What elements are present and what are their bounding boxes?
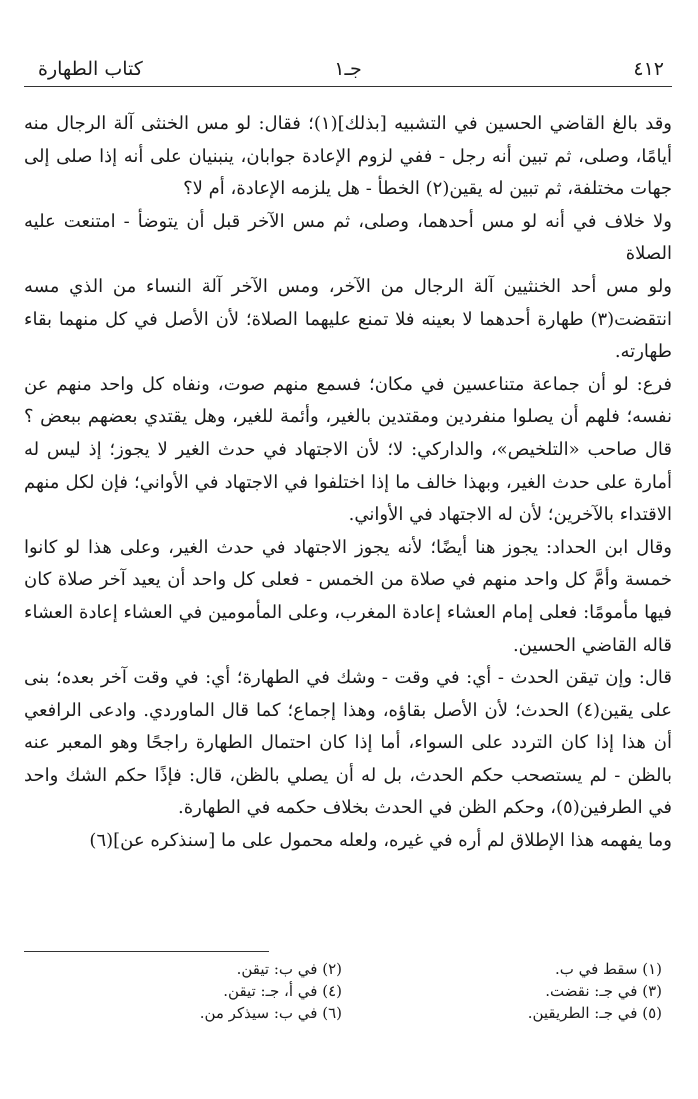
- paragraph: فرع: لو أن جماعة متناعسين في مكان؛ فسمع منهم صوت، ونفاه كل واحد منهم عن نفسه؛ فلهم أن يصلوا منفردين ومقتدين بالغير، وأئمة للغير، وهل يقتدي بعضهم ببعض ؟ قال صاحب «التلخيص»، والداركي: لا؛ لأن الاجتهاد في حدث الغير لا يجوز؛ إذ ليس له أمارة على حدث الغير، وبهذا خالف ما إذا اختلفوا في الاجتهاد في الأواني؛ فإن لكل منهم الاقتداء بالآخرين؛ لأن له الاجتهاد في الأواني.: [24, 373, 672, 526]
- paragraph: قال: وإن تيقن الحدث - أي: في وقت - وشك في الطهارة؛ أي: في وقت آخر بعده؛ بنى على يقين(٤) الحدث؛ لأن الأصل بقاؤه، وهذا إجماع؛ كما قال الماوردي. وادعى الرافعي أن هذا إذا كان التردد على السواء، أما إذا كان احتمال الطهارة راجحًا وهو المعبر عنه بالظن - لم يستصحب حكم الحدث، بل له أن يصلي بالظن، قال: فإذًا حكم الشك واحد في الطرفين(٥)، وحكم الظن في الحدث بخلاف حكمه في الطهارة.: [24, 667, 672, 819]
- book-title: كتاب الطهارة: [38, 58, 143, 80]
- running-header: [24, 56, 672, 86]
- paragraph: وقد بالغ القاضي الحسين في التشبيه [بذلك](١)؛ فقال: لو مس الخنثى آلة الرجال منه أيامًا، وصلى، ثم تبين أنه رجل - ففي لزوم الإعادة جوابان، ينبنيان على أنه إذا صلى إلى جهات مختلفة، ثم تبين له يقين(٢) الخطأ - هل يلزمه الإعادة، أم لا؟: [24, 113, 672, 200]
- book-page: [24, 0, 672, 1099]
- volume-label: جـ١: [334, 58, 362, 80]
- footnote: (٦) في ب: سيذكر من.: [199, 1004, 342, 1022]
- paragraph: وما يفهمه هذا الإطلاق لم أره في غيره، ولعله محمول على ما [سنذكره عن](٦): [89, 830, 672, 852]
- header-divider: [24, 86, 672, 87]
- paragraph: ولو مس أحد الخنثيين آلة الرجال من الآخر، ومس الآخر آلة النساء من الذي مسه انتقضت(٣) طهارة أحدهما لا بعينه فلا تمنع عليهما الصلاة؛ لأن الأصل في كل منهما بقاء طهارته.: [24, 275, 672, 363]
- footnote: (٣) في جـ: نقضت.: [545, 982, 662, 1000]
- footnote-divider: [24, 951, 269, 952]
- paragraph: ولا خلاف في أنه لو مس أحدهما، وصلى، ثم مس الآخر قبل أن يتوضأ - امتنعت عليه الصلاة: [24, 210, 672, 265]
- footnote: (١) سقط في ب.: [554, 960, 662, 978]
- main-text: [24, 108, 672, 858]
- paragraph: وقال ابن الحداد: يجوز هنا أيضًا؛ لأنه يجوز الاجتهاد في حدث الغير، وعلى هذا لو كانوا خمسة وأمَّ كل واحد منهم في صلاة من الخمس - فعلى كل واحد أن يعيد آخر صلاة كان فيها مأمومًا: فعلى إمام العشاء إعادة المغرب، وعلى المأمومين في العشاء إعادة العشاء قاله القاضي الحسين.: [24, 536, 672, 656]
- footnote: (٥) في جـ: الطريقين.: [527, 1004, 662, 1022]
- footnote: (٢) في ب: تيقن.: [236, 960, 342, 978]
- page-number: ٤١٢: [633, 58, 664, 80]
- footnote: (٤) في أ، جـ: تيقن.: [223, 982, 342, 1000]
